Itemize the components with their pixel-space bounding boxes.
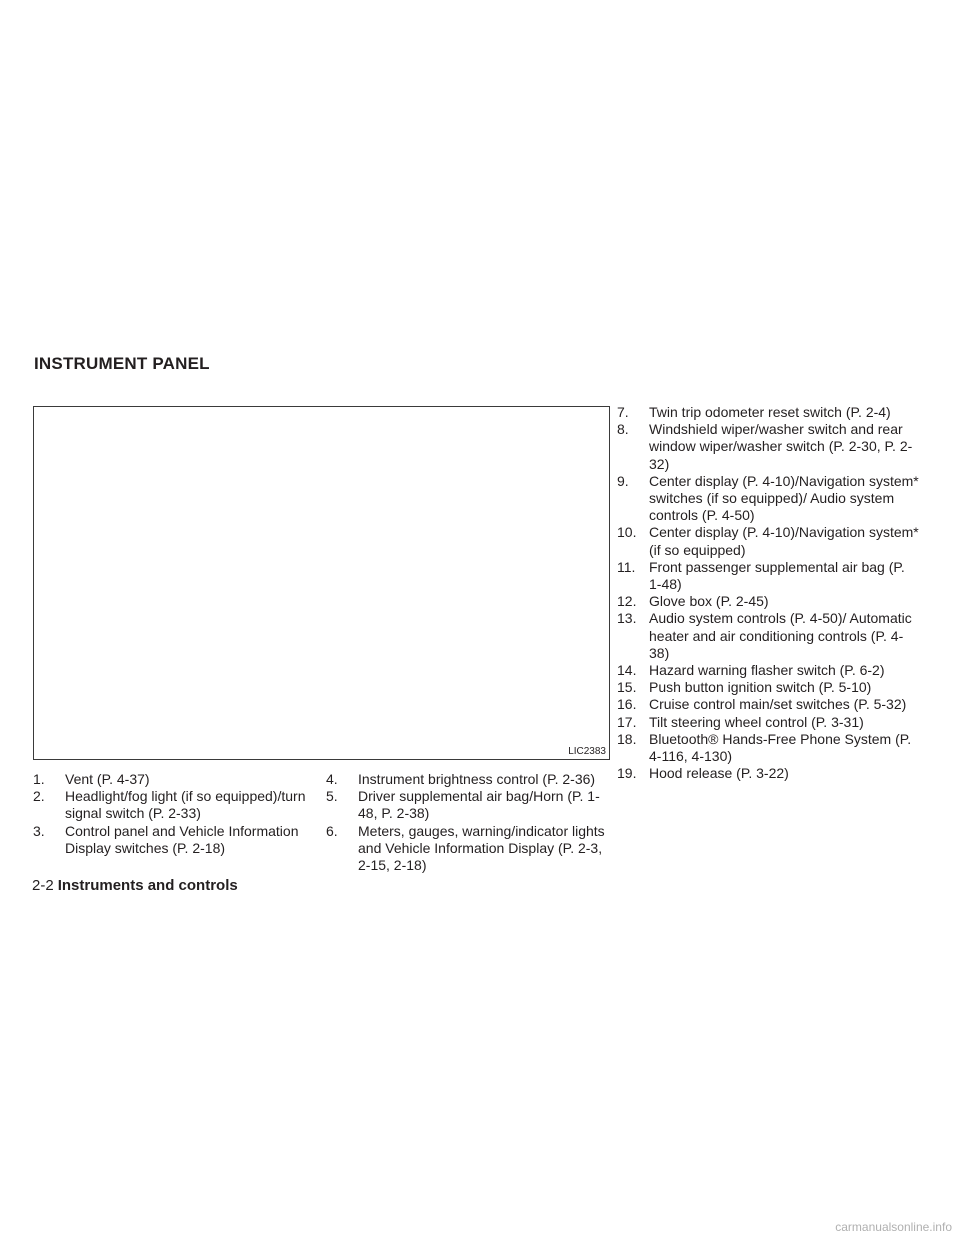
list-item: [617, 593, 919, 610]
item-text: Meters, gauges, warning/indicator lights and Vehicle Information Display (P. 2-3, 2-15, 2-18): [358, 822, 605, 874]
item-list-col2: [326, 771, 606, 874]
list-item: [617, 662, 919, 679]
item-number: 10.: [617, 524, 637, 541]
item-text: Windshield wiper/washer switch and rear window wiper/washer switch (P. 2-30, P. 2-32): [649, 421, 913, 472]
list-item: [617, 765, 919, 782]
list-item: [326, 823, 606, 875]
figure-id: LIC2383: [568, 746, 606, 757]
item-number: 6.: [326, 822, 338, 839]
item-number: 13.: [617, 610, 637, 627]
item-number: 17.: [617, 713, 637, 730]
item-text: Center display (P. 4-10)/Navigation system* switches (if so equipped)/ Audio system controls (P. 4-50): [649, 472, 919, 524]
item-text: Driver supplemental air bag/Horn (P. 1-48, P. 2-38): [358, 788, 600, 822]
item-number: 4.: [326, 771, 338, 787]
item-number: 18.: [617, 730, 637, 747]
item-text: Center display (P. 4-10)/Navigation system* (if so equipped): [649, 524, 919, 558]
list-item: [617, 473, 919, 525]
item-number: 3.: [33, 822, 45, 839]
item-number: 9.: [617, 472, 629, 489]
item-number: 1.: [33, 771, 45, 787]
item-number: 19.: [617, 765, 637, 782]
list-item: [617, 421, 919, 473]
list-item: [326, 771, 606, 788]
item-list-col1: [33, 771, 325, 857]
list-item: [617, 524, 919, 558]
item-text: Glove box (P. 2-45): [649, 593, 769, 610]
item-number: 5.: [326, 788, 338, 805]
page-footer: [32, 877, 238, 894]
list-item: [617, 559, 919, 593]
list-item: [33, 771, 325, 788]
item-number: 14.: [617, 662, 637, 679]
item-number: 8.: [617, 421, 629, 438]
page-number: 2-2: [32, 877, 54, 894]
item-number: 16.: [617, 696, 637, 713]
item-text: Headlight/fog light (if so equipped)/turn signal switch (P. 2-33): [65, 788, 306, 822]
item-number: 15.: [617, 679, 637, 696]
item-text: Control panel and Vehicle Information Display switches (P. 2-18): [65, 822, 299, 856]
item-text: Instrument brightness control (P. 2-36): [358, 771, 596, 787]
item-number: 2.: [33, 788, 45, 805]
list-item: [617, 731, 919, 765]
list-item: [33, 823, 325, 857]
item-number: 12.: [617, 593, 637, 610]
item-text: Push button ignition switch (P. 5-10): [649, 679, 872, 696]
item-text: Twin trip odometer reset switch (P. 2-4): [649, 404, 891, 420]
item-text: Hood release (P. 3-22): [649, 765, 789, 782]
item-text: Hazard warning flasher switch (P. 6-2): [649, 662, 885, 679]
list-item: [617, 714, 919, 731]
list-item: [326, 788, 606, 822]
instrument-panel-figure: [33, 406, 610, 760]
section-title: INSTRUMENT PANEL: [34, 354, 210, 373]
item-number: 7.: [617, 404, 629, 420]
list-item: [33, 788, 325, 822]
item-text: Front passenger supplemental air bag (P. 1-48): [649, 558, 905, 593]
list-item: [617, 696, 919, 713]
list-item: [617, 404, 919, 421]
item-text: Audio system controls (P. 4-50)/ Automatic heater and air conditioning controls (P. 4-38): [649, 610, 912, 661]
list-item: [617, 679, 919, 696]
chapter-title: Instruments and controls: [57, 877, 238, 894]
list-item: [617, 610, 919, 662]
item-number: 11.: [617, 558, 636, 575]
item-list-col3: [617, 404, 919, 782]
item-text: Bluetooth® Hands-Free Phone System (P. 4-116, 4-130): [649, 730, 912, 765]
item-text: Cruise control main/set switches (P. 5-32): [649, 696, 907, 713]
item-text: Vent (P. 4-37): [65, 771, 150, 787]
item-text: Tilt steering wheel control (P. 3-31): [649, 713, 864, 730]
watermark[interactable]: carmanualsonline.info: [835, 1220, 952, 1234]
